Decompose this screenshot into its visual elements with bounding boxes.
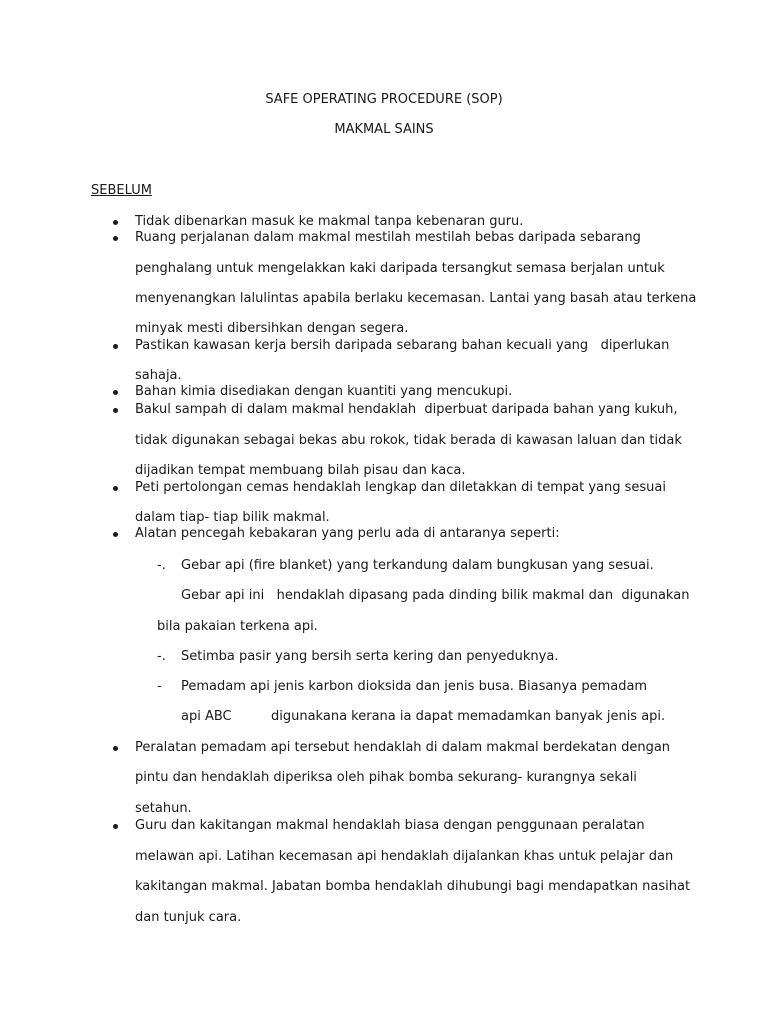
list-item-line: dan tunjuk cara. — [135, 910, 242, 925]
sub-item-text: Setimba pasir yang bersih serta kering dan penyeduknya. — [181, 649, 559, 664]
list-item-line: Ruang perjalanan dalam makmal mestilah mestilah bebas daripada sebarang — [135, 230, 641, 245]
list-item-line: minyak mesti dibersihkan dengan segera. — [135, 321, 409, 336]
sub-item-text: api ABC — [181, 709, 232, 724]
sub-item-marker: - — [157, 679, 162, 694]
list-item-line: Alatan pencegah kebakaran yang perlu ada di antaranya seperti: — [135, 526, 560, 541]
list-item-line: Bakul sampah di dalam makmal hendaklah diperbuat daripada bahan yang kukuh, — [135, 402, 678, 417]
bullet-icon — [113, 824, 118, 829]
bullet-icon — [113, 236, 118, 241]
sub-item-marker: -. — [157, 649, 166, 664]
bullet-icon — [113, 746, 118, 751]
list-item-line: melawan api. Latihan kecemasan api hendaklah dijalankan khas untuk pelajar dan — [135, 849, 674, 864]
list-item-line: Pastikan kawasan kerja bersih daripada sebarang bahan kecuali yang diperlukan — [135, 338, 670, 353]
bullet-icon — [113, 532, 118, 537]
bullet-icon — [113, 390, 118, 395]
sub-item-text: bila pakaian terkena api. — [157, 619, 318, 634]
list-item-line: kakitangan makmal. Jabatan bomba hendaklah dihubungi bagi mendapatkan nasihat — [135, 879, 691, 894]
list-item-line: Peti pertolongan cemas hendaklah lengkap dan diletakkan di tempat yang sesuai — [135, 480, 667, 495]
section-heading: SEBELUM — [91, 183, 152, 198]
list-item-line: penghalang untuk mengelakkan kaki daripada tersangkut semasa berjalan untuk — [135, 261, 665, 276]
list-item-line: dalam tiap- tiap bilik makmal. — [135, 510, 330, 525]
list-item-line: Bahan kimia disediakan dengan kuantiti yang mencukupi. — [135, 384, 513, 399]
list-item-line: tidak digunakan sebagai bekas abu rokok, tidak berada di kawasan laluan dan tidak — [135, 433, 682, 448]
list-item-line: dijadikan tempat membuang bilah pisau dan kaca. — [135, 463, 466, 478]
list-item-line: sahaja. — [135, 368, 182, 383]
list-item-line: Guru dan kakitangan makmal hendaklah biasa dengan penggunaan peralatan — [135, 818, 645, 833]
list-item-line: pintu dan hendaklah diperiksa oleh pihak bomba sekurang- kurangnya sekali — [135, 770, 637, 785]
bullet-icon — [113, 408, 118, 413]
document-subtitle: MAKMAL SAINS — [334, 122, 434, 137]
sub-item-text: Gebar api ini hendaklah dipasang pada dinding bilik makmal dan digunakan — [181, 588, 690, 603]
document-title: SAFE OPERATING PROCEDURE (SOP) — [265, 92, 503, 107]
list-item-line: setahun. — [135, 801, 192, 816]
list-item-line: Peralatan pemadam api tersebut hendaklah di dalam makmal berdekatan dengan — [135, 740, 671, 755]
list-item-line: Tidak dibenarkan masuk ke makmal tanpa kebenaran guru. — [135, 214, 524, 229]
sub-item-text: Gebar api (fire blanket) yang terkandung dalam bungkusan yang sesuai. — [181, 558, 654, 573]
bullet-icon — [113, 344, 118, 349]
sub-item-text: digunakana kerana ia dapat memadamkan banyak jenis api. — [271, 709, 666, 724]
sub-item-text: Pemadam api jenis karbon dioksida dan jenis busa. Biasanya pemadam — [181, 679, 648, 694]
list-item-line: menyenangkan lalulintas apabila berlaku kecemasan. Lantai yang basah atau terkena — [135, 291, 697, 306]
bullet-icon — [113, 220, 118, 225]
sub-item-marker: -. — [157, 558, 166, 573]
bullet-icon — [113, 486, 118, 491]
